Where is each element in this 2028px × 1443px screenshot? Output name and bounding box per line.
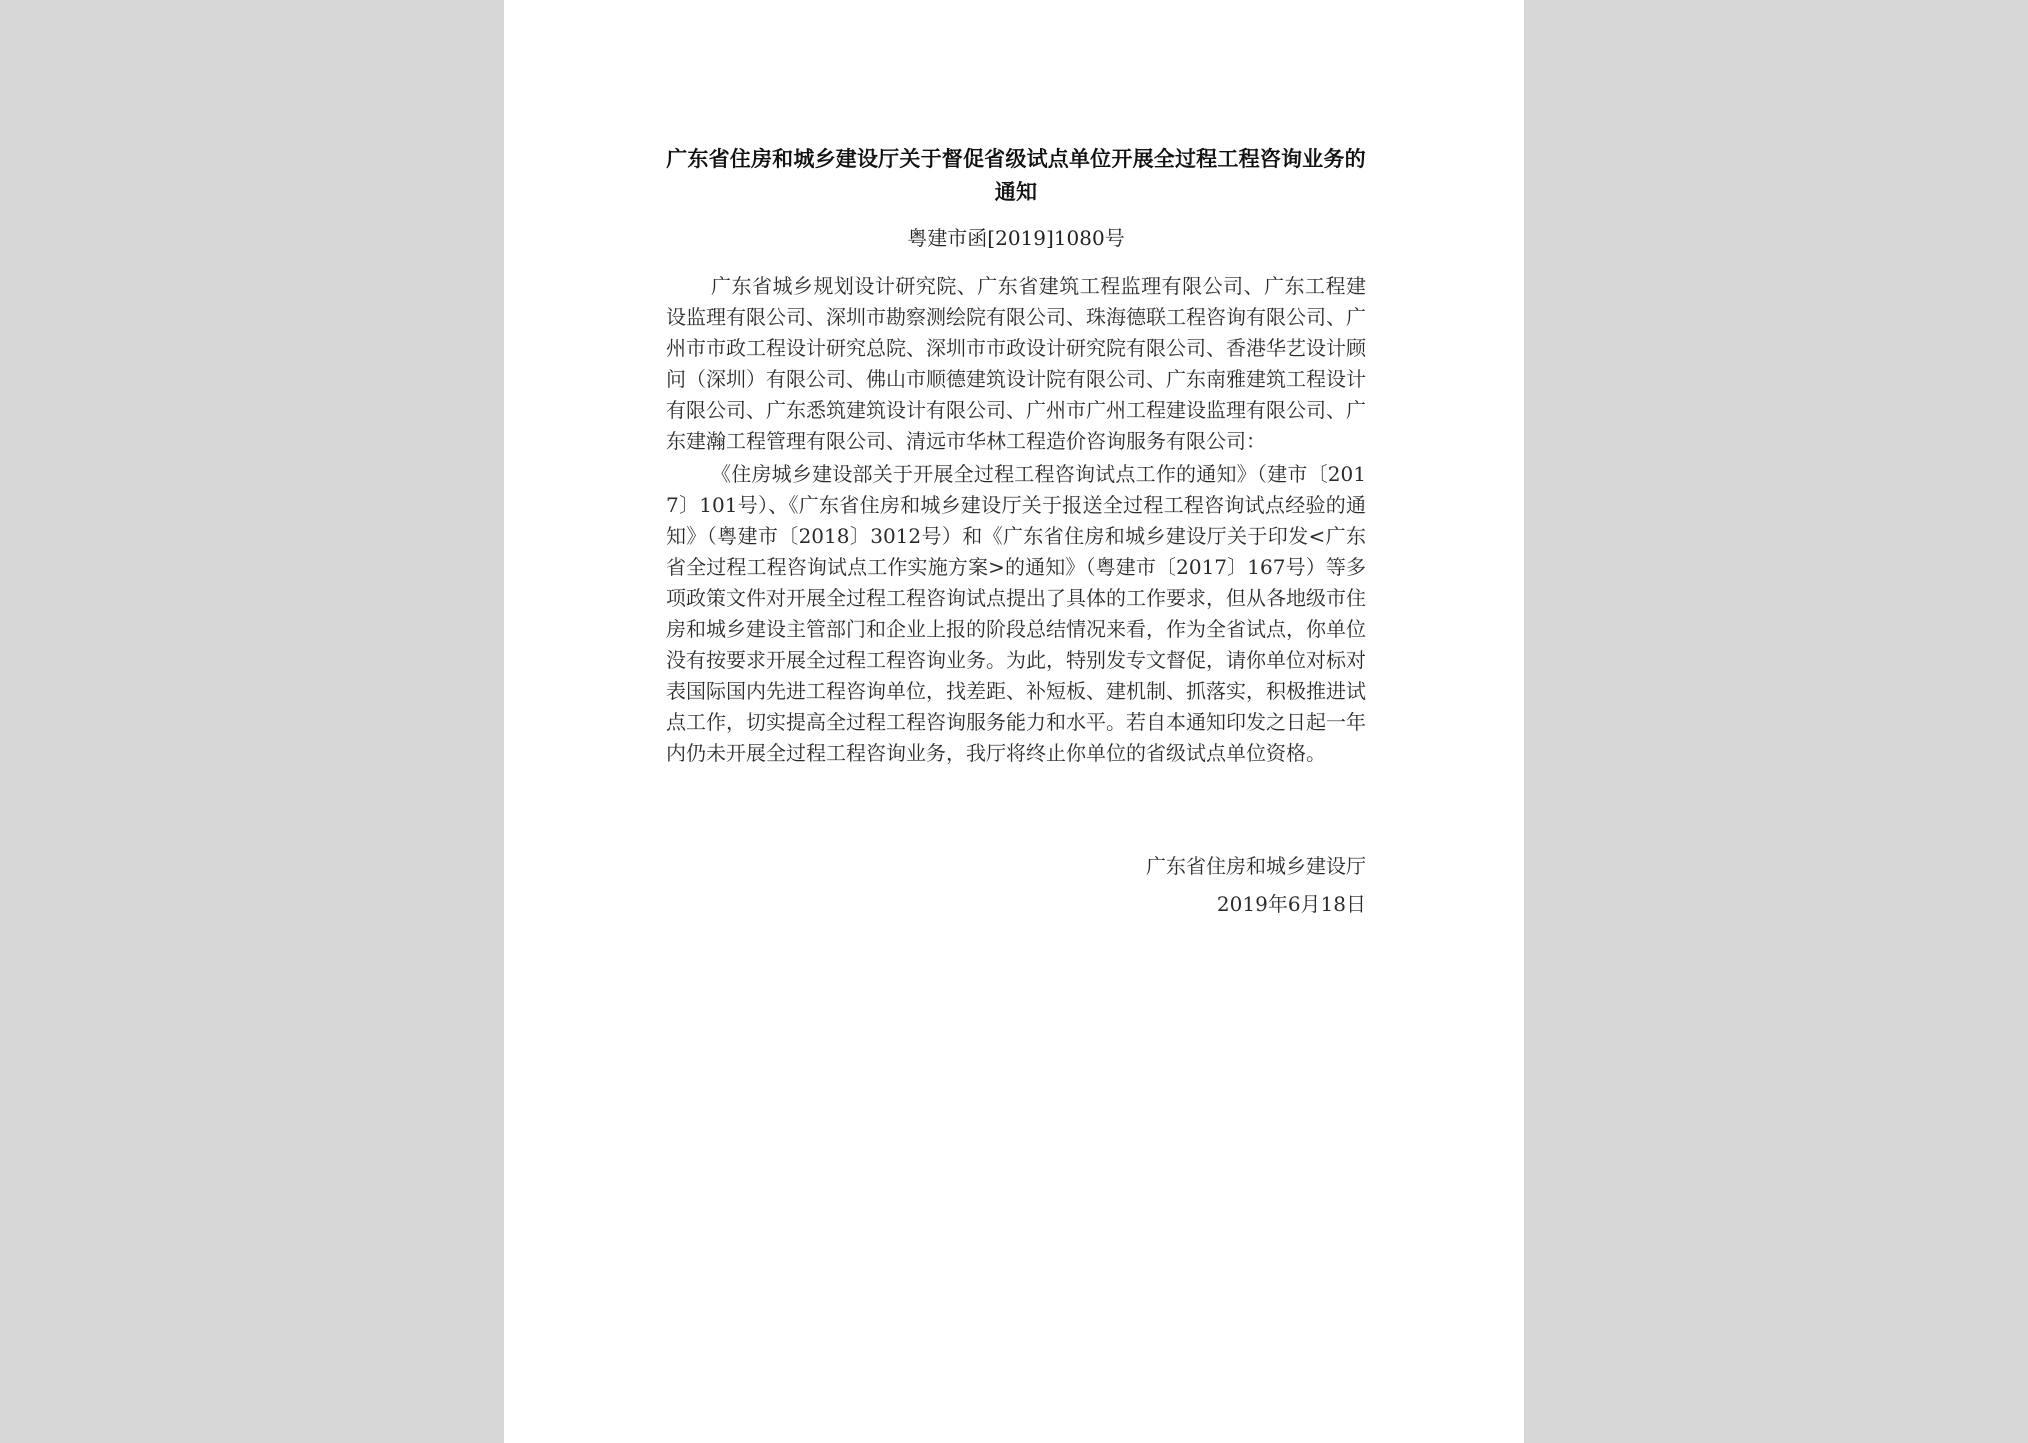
issue-date: 2019年6月18日 [1216,892,1366,916]
document-page [504,0,1524,1443]
issuer-name: 广东省住房和城乡建设厅 [1146,854,1366,878]
page-content [666,143,1366,923]
addressee-paragraph: 广东省城乡规划设计研究院、广东省建筑工程监理有限公司、广东工程建设监理有限公司、深圳市勘察测绘院有限公司、珠海德联工程咨询有限公司、广州市市政工程设计研究总院、深圳市市政设计研究院有限公司、香港华艺设计顾问（深圳）有限公司、佛山市顺德建筑设计院有限公司、广东南雅建筑工程设计有限公司、广东悉筑建筑设计有限公司、广州市广州工程建设监理有限公司、广东建瀚工程管理有限公司、清远市华林工程造价咨询服务有限公司： [666,274,1366,453]
document-number: 粤建市函[2019]1080号 [907,226,1125,250]
signature-block [666,847,1366,923]
document-title: 广东省住房和城乡建设厅关于督促省级试点单位开展全过程工程咨询业务的通知 [666,147,1366,204]
body-paragraph: 《住房城乡建设部关于开展全过程工程咨询试点工作的通知》（建市〔2017〕101号）、《广东省住房和城乡建设厅关于报送全过程工程咨询试点经验的通知》（粤建市〔2018〕3012号）和《广东省住房和城乡建设厅关于印发<广东省全过程工程咨询试点工作实施方案>的通知》（粤建市〔2017〕167号）等多项政策文件对开展全过程工程咨询试点提出了具体的工作要求，但从各地级市住房和城乡建设主管部门和企业上报的阶段总结情况来看，作为全省试点，你单位没有按要求开展全过程工程咨询业务。为此，特别发专文督促，请你单位对标对表国际国内先进工程咨询单位，找差距、补短板、建机制、抓落实，积极推进试点工作，切实提高全过程工程咨询服务能力和水平。若自本通知印发之日起一年内仍未开展全过程工程咨询业务，我厅将终止你单位的省级试点单位资格。 [666,462,1366,765]
